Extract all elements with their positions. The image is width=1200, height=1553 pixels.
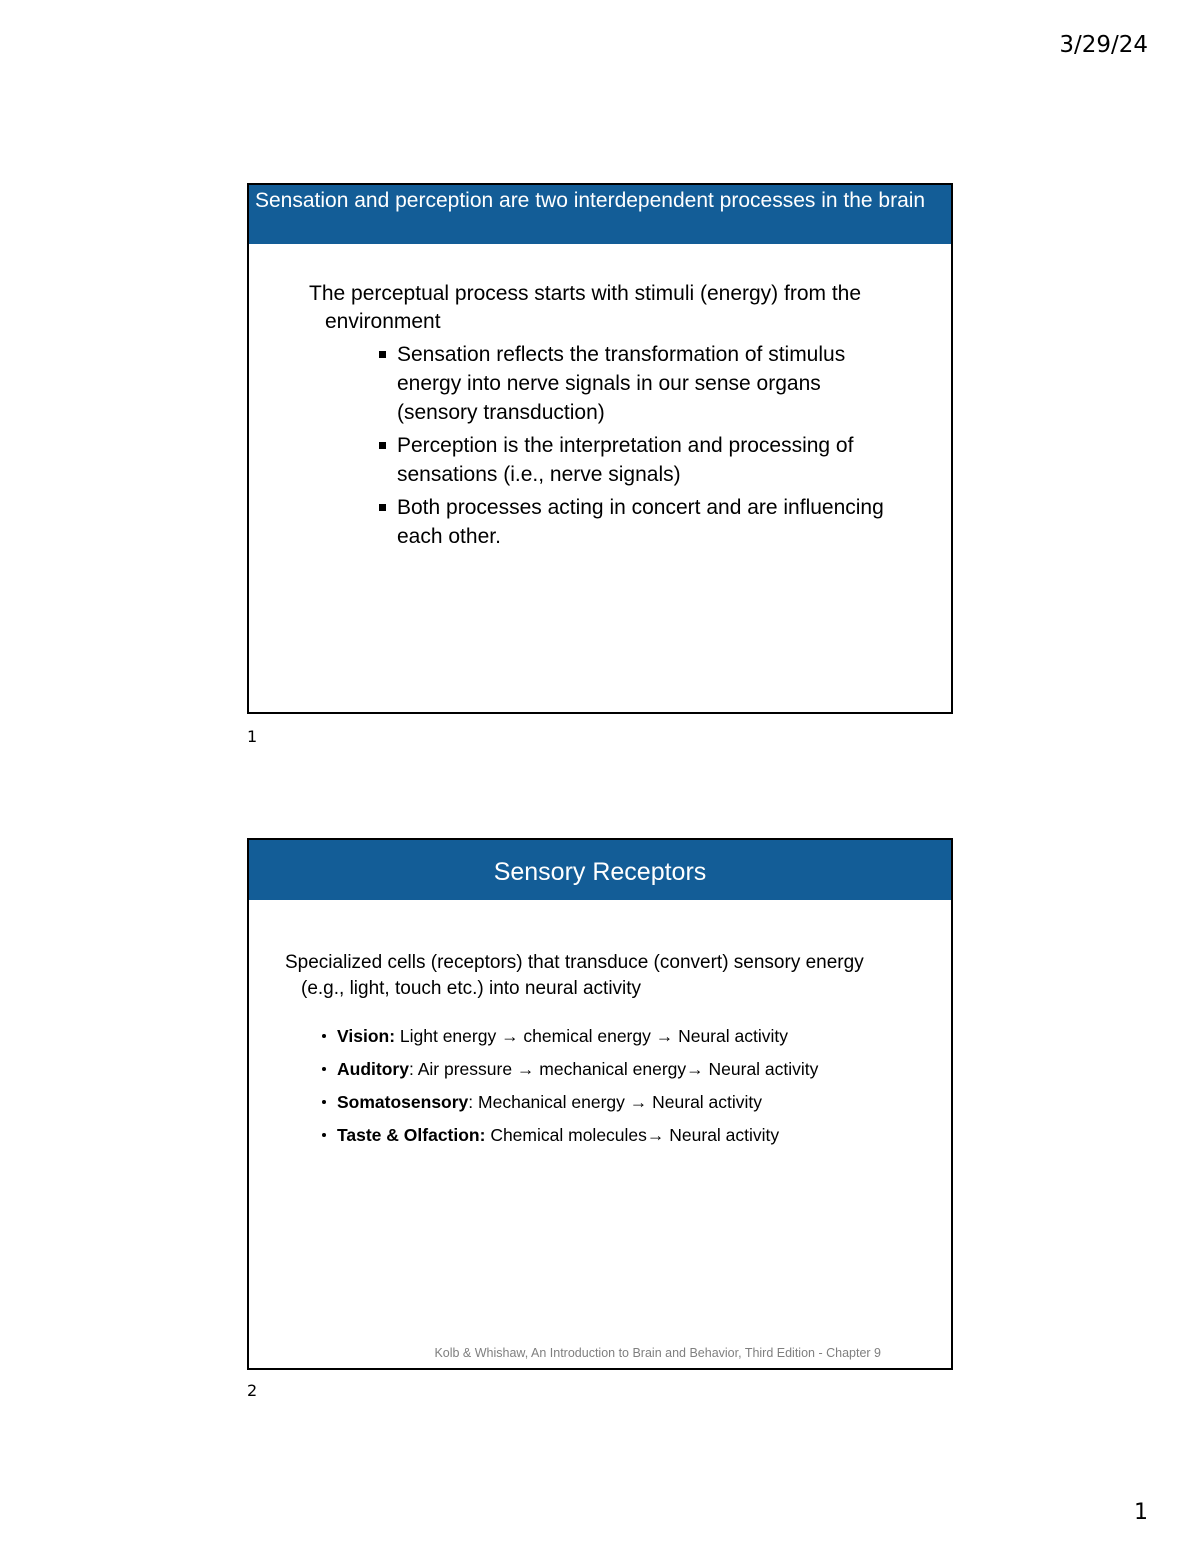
dot-bullet-icon [322, 1133, 326, 1137]
list-item [395, 431, 899, 489]
list-item [337, 1057, 905, 1082]
list-item [337, 1123, 905, 1148]
slide-2-number: 2 [247, 1381, 258, 1400]
slide-1-body [309, 280, 899, 555]
bullet-text: : Air pressure → mechanical energy→ Neural activity [408, 1059, 819, 1079]
slide-1-intro: The perceptual process starts with stimuli (energy) from the environment [309, 282, 862, 333]
slide-2-bullet-list [285, 1024, 905, 1148]
slide-2-intro: Specialized cells (receptors) that transduce (convert) sensory energy (e.g., light, touch etc.) into neural activity [285, 952, 864, 999]
slide-2-citation: Kolb & Whishaw, An Introduction to Brain and Behavior, Third Edition - Chapter 9 [434, 1346, 881, 1360]
dot-bullet-icon [322, 1067, 326, 1071]
bullet-text: Chemical molecules→ Neural activity [485, 1125, 780, 1145]
bullet-text: Light energy → chemical energy → Neural activity [395, 1026, 788, 1046]
bullet-text: Sensation reflects the transformation of stimulus energy into nerve signals in our sense organs (sensory transduction) [397, 343, 846, 424]
page-number: 1 [1134, 1500, 1148, 1525]
square-bullet-icon [379, 442, 386, 449]
bullet-text: Both processes acting in concert and are influencing each other. [397, 496, 884, 548]
list-item [395, 493, 899, 551]
slide-1-number: 1 [247, 727, 258, 746]
slide-2-body [285, 950, 905, 1156]
slide-1-title: Sensation and perception are two interdependent processes in the brain [249, 185, 951, 244]
bullet-term: Auditory [337, 1059, 409, 1079]
bullet-term: Taste & Olfaction: [337, 1125, 486, 1145]
slide-1 [247, 183, 953, 714]
bullet-term: Somatosensory [337, 1092, 469, 1112]
dot-bullet-icon [322, 1034, 326, 1038]
bullet-text: Perception is the interpretation and processing of sensations (i.e., nerve signals) [397, 434, 854, 486]
slide-1-bullet-list [309, 340, 899, 551]
list-item [337, 1090, 905, 1115]
slide-2-title: Sensory Receptors [249, 840, 951, 900]
page-date: 3/29/24 [1059, 32, 1148, 58]
square-bullet-icon [379, 351, 386, 358]
list-item [337, 1024, 905, 1049]
slide-2 [247, 838, 953, 1370]
list-item [395, 340, 899, 427]
square-bullet-icon [379, 504, 386, 511]
dot-bullet-icon [322, 1100, 326, 1104]
bullet-term: Vision: [337, 1026, 396, 1046]
bullet-text: : Mechanical energy → Neural activity [468, 1092, 763, 1112]
